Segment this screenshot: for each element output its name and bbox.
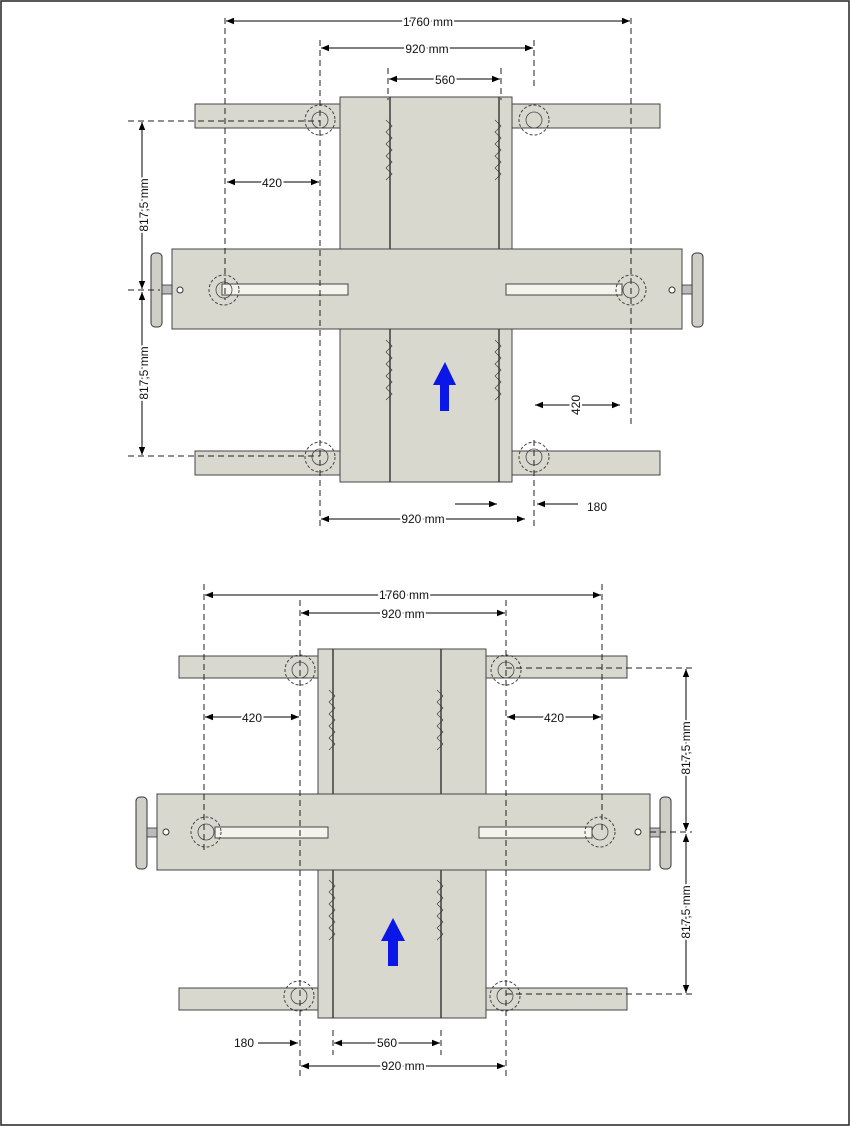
top-dim-length-upper: 817,5 mm xyxy=(137,178,151,232)
bottom-dim-rail-span: 920 mm xyxy=(381,607,425,621)
bottom-dim-length-lower: 817,5 mm xyxy=(679,885,693,939)
top-dim-length-lower: 817,5 mm xyxy=(137,346,151,400)
bottom-right-slot xyxy=(479,827,592,838)
bottom-dim-rail-span-bottom: 920 mm xyxy=(381,1059,425,1073)
top-dim-rail-span: 920 mm xyxy=(405,42,449,56)
top-left-slot xyxy=(222,284,348,295)
bottom-dim-left-offset: 420 xyxy=(241,711,263,725)
top-dim-rail-span-bottom: 920 mm xyxy=(401,512,445,526)
bottom-diagram xyxy=(136,584,693,1080)
top-dim-right-offset: 420 xyxy=(569,394,583,416)
bottom-left-wheel xyxy=(136,797,147,869)
top-dim-edge: 180 xyxy=(586,500,608,514)
bottom-dim-inner-gauge: 560 xyxy=(376,1036,398,1050)
top-diagram xyxy=(128,15,703,530)
top-right-wheel xyxy=(692,253,703,327)
bottom-dim-right-offset: 420 xyxy=(543,711,565,725)
bottom-left-slot xyxy=(215,827,328,838)
top-dim-inner-gauge: 560 xyxy=(434,73,456,87)
top-dim-overall-width: 1760 mm xyxy=(402,15,454,29)
bottom-right-wheel xyxy=(660,797,671,869)
top-dim-left-offset: 420 xyxy=(261,176,283,190)
bottom-dim-length-upper: 817,5 mm xyxy=(679,721,693,775)
top-right-slot xyxy=(506,284,622,295)
bottom-dim-overall-width: 1760 mm xyxy=(378,588,430,602)
bottom-dim-edge: 180 xyxy=(233,1036,255,1050)
